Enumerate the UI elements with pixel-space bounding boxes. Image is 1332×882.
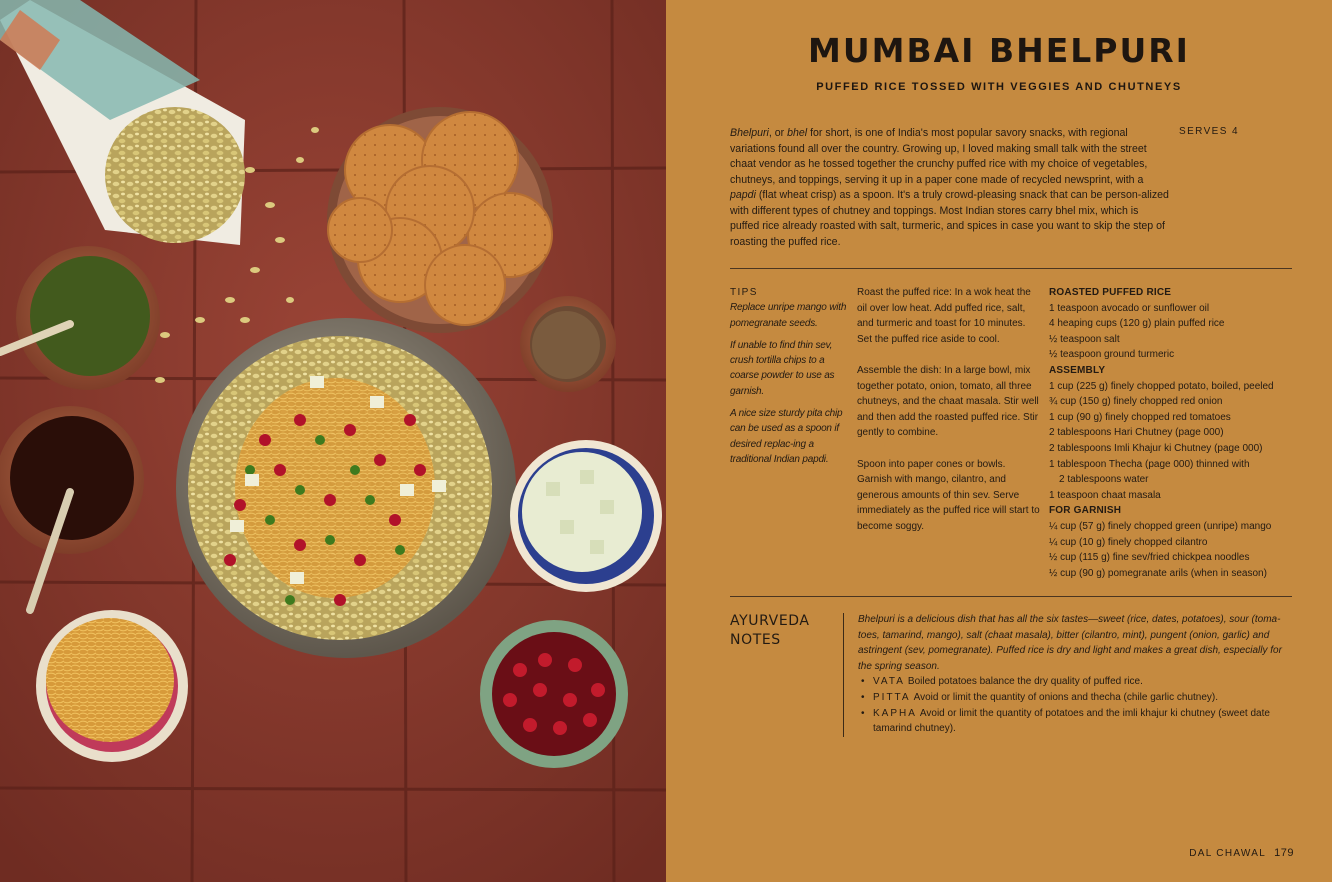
ingredient-item: ¼ cup (10 g) finely chopped cilantro [1049, 536, 1208, 548]
ayurveda-notes [858, 612, 1290, 737]
bullet: • [861, 691, 865, 703]
ingredient-item: 1 teaspoon avocado or sunflower oil [1049, 302, 1210, 314]
recipe-page [666, 0, 1332, 882]
recipe-subtitle: PUFFED RICE TOSSED WITH VEGGIES AND CHUTNEYS [816, 81, 1182, 93]
footer-section: DAL CHAWAL [1189, 848, 1267, 859]
ingredient-item: ¾ cup (150 g) finely chopped red onion [1049, 396, 1223, 408]
dosha-text: Avoid or limit the quantity of onions and thecha (chile garlic chutney). [913, 691, 1219, 703]
ingredient-item: 2 tablespoons Imli Khajur ki Chutney (page 000) [1049, 442, 1263, 454]
ingredient-item: 1 cup (225 g) finely chopped potato, boiled, peeled [1049, 380, 1274, 392]
method-step: Roast the puffed rice: In a wok heat the oil over low heat. Add puffed rice, salt, and turmeric and toast for 10 minutes. Set the puffed rice aside to cool. [857, 287, 1031, 345]
ingredient-item: 1 teaspoon chaat masala [1049, 489, 1161, 501]
ayurveda-heading [730, 612, 810, 650]
tip-item: If unable to find thin sev, crush tortilla chips to a coarse powder to use as garnish. [730, 339, 835, 397]
dosha-text: Avoid or limit the quantity of potatoes and the imli khajur ki chutney (sweet date tamarind chutney). [873, 707, 1270, 735]
bullet: • [861, 676, 865, 688]
intro-text-2: for short, is one of India's most popular savory snacks, with regional variations found all over the country. Growing up, I loved making small talk with the street chaat vendor as he tossed together the crunchy puffed rice with my choice of vegetables, chutneys, and toppings, serving it up in a paper cone made of recycled newsprint, with a [730, 127, 1148, 186]
divider-bottom [730, 596, 1292, 597]
ingredient-item: ½ cup (115 g) fine sev/fried chickpea noodles [1049, 552, 1250, 564]
intro-term-bhel: bhel [787, 127, 808, 139]
bullet: • [861, 707, 865, 719]
page-footer [1189, 847, 1294, 859]
ayurveda-body: Bhelpuri is a delicious dish that has all the six tastes—sweet (rice, dates, potatoes), sour (toma-toes, tamarind, mango), salt (chaat masala), bitter (cilantro, mint), pungent (onion, garlic) and astringent (sev, pomegranate). Puffed rice is dry and light and makes a great dish, especially for the spring season. [858, 614, 1282, 672]
recipe-intro [730, 126, 1170, 250]
intro-term-bhelpuri: Bhelpuri [730, 127, 769, 139]
ingredient-item: 1 tablespoon Thecha (page 000) thinned with [1049, 458, 1250, 470]
ayurveda-heading-line-1: AYURVEDA [730, 613, 810, 629]
recipe-title: MUMBAI BHELPURI [808, 31, 1190, 70]
ingredients-column [1049, 285, 1309, 581]
ingredient-item: 2 tablespoons Hari Chutney (page 000) [1049, 427, 1224, 439]
dosha-label: PITTA [873, 691, 911, 703]
serves-count: SERVES 4 [1179, 126, 1239, 137]
papdi-plate [327, 107, 553, 333]
dosha-label: VATA [873, 676, 905, 688]
intro-text-3: (flat wheat crisp) as a spoon. It's a truly crowd-pleasing snack that can be person-alized with different types of chutney and toppings. Most Indian stores carry bhel mix, which is puffed rice already roasted with salt, turmeric, and spices in case you want to skip the step of roasting the puffed rice. [730, 189, 1169, 248]
ingredients-heading-garnish: FOR GARNISH [1049, 505, 1122, 517]
method-step: Assemble the dish: In a large bowl, mix together potato, onion, tomato, all three chutneys, and the chaat masala. Stir well and then add the roasted puffed rice. Stir gently to combine. [857, 364, 1039, 439]
tips-column [730, 285, 850, 474]
method-column [857, 285, 1040, 550]
tip-item: Replace unripe mango with pomegranate seeds. [730, 302, 847, 329]
tips-heading: TIPS [730, 287, 758, 298]
ingredient-item: ½ teaspoon ground turmeric [1049, 349, 1175, 361]
dosha-text: Boiled potatoes balance the dry quality of puffed rice. [907, 676, 1143, 688]
method-step: Spoon into paper cones or bowls. Garnish with mango, cilantro, and generous amounts of thin sev. Serve immediately as the puffed rice will start to become soggy. [857, 458, 1040, 532]
ingredients-heading-roasted: ROASTED PUFFED RICE [1049, 287, 1172, 298]
dosha-kapha [858, 706, 1290, 737]
ingredient-item: ¼ cup (57 g) finely chopped green (unripe) mango [1049, 520, 1272, 532]
dosha-pitta [858, 690, 1290, 706]
ingredient-item: ½ teaspoon salt [1049, 333, 1120, 345]
ingredient-item: 4 heaping cups (120 g) plain puffed rice [1049, 318, 1225, 330]
intro-text-1: , or [768, 127, 788, 139]
ingredient-item: 1 cup (90 g) finely chopped red tomatoes [1049, 411, 1231, 423]
ingredient-item: ½ cup (90 g) pomegranate arils (when in season) [1049, 567, 1267, 579]
bhelpuri-bowl [176, 318, 516, 658]
ayurveda-heading-line-2: NOTES [730, 632, 781, 648]
ingredient-item-continued: 2 tablespoons water [1059, 474, 1149, 486]
dosha-label: KAPHA [873, 707, 917, 719]
ayurveda-divider [843, 613, 844, 737]
tip-item: A nice size sturdy pita chip can be used as a spoon if desired replac-ing a traditional Indian papdi. [730, 408, 843, 465]
divider-top [730, 268, 1292, 269]
page-number: 179 [1274, 847, 1294, 859]
ingredients-heading-assembly: ASSEMBLY [1049, 364, 1106, 376]
intro-term-papdi: papdi [730, 189, 756, 201]
dosha-vata [858, 674, 1290, 690]
